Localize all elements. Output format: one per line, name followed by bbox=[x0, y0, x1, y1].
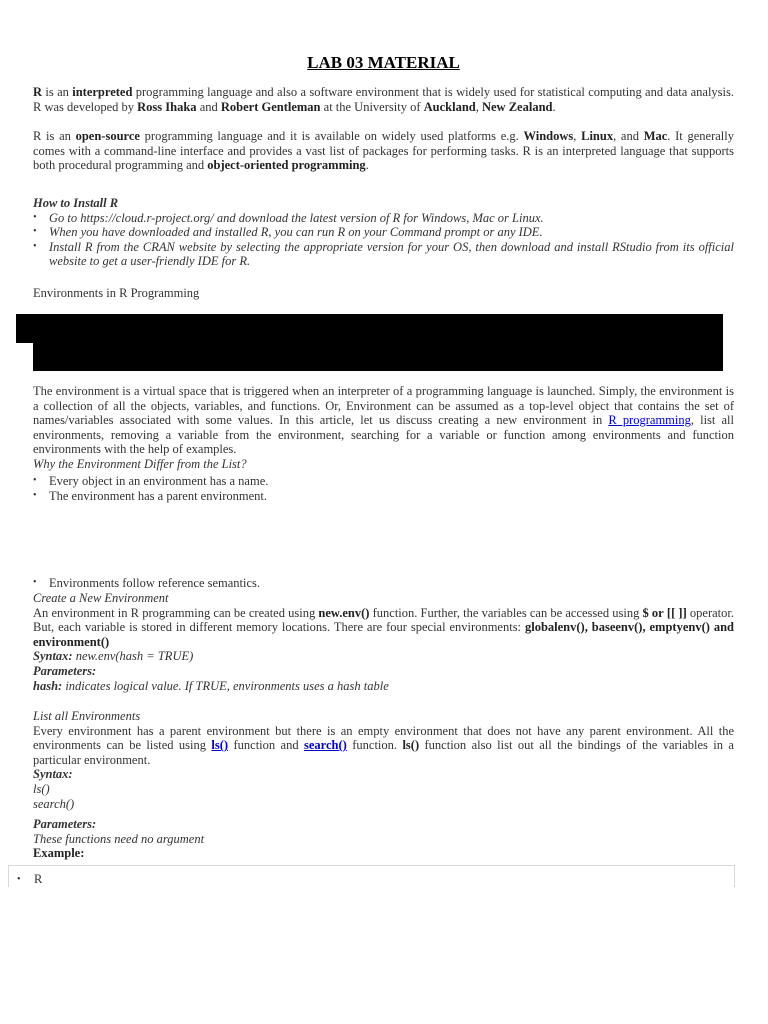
text-run: , list all environments, removing a variable from the environment, searching for a variable or function among environments and function environments with the help of examples. bbox=[33, 413, 734, 457]
why-list-continued bbox=[33, 576, 734, 591]
text-run: function and bbox=[228, 738, 305, 753]
why-heading: Why the Environment Differ from the List? bbox=[33, 457, 247, 471]
redacted-band-bottom bbox=[33, 340, 723, 371]
text-run: An environment in R programming can be created using bbox=[33, 605, 319, 620]
create-paragraph bbox=[33, 606, 734, 650]
robert-gentleman-bold: Robert Gentleman bbox=[220, 99, 321, 114]
code-bullet-icon: • bbox=[17, 874, 21, 885]
text-run: programming language and also a software environment that is widely used for statistical computing and data analysis. R was developed by bbox=[33, 85, 735, 114]
r-bold: R bbox=[33, 85, 43, 99]
list-all-paragraph bbox=[33, 724, 734, 768]
install-section bbox=[33, 196, 734, 269]
install-heading: How to Install R bbox=[33, 196, 119, 210]
list-all-heading: List all Environments bbox=[33, 709, 141, 723]
text-run: and bbox=[196, 99, 221, 114]
bracket-operator-bold: [[ ]] bbox=[666, 605, 687, 620]
why-item-3: • Environments follow reference semantics. bbox=[33, 576, 734, 591]
oop-bold: object-oriented programming bbox=[207, 158, 366, 173]
mac-bold: Mac bbox=[643, 129, 668, 143]
text-run: , bbox=[475, 99, 482, 114]
text-run: , bbox=[573, 129, 582, 143]
new-env-bold: new.env() bbox=[318, 605, 370, 620]
why-section bbox=[33, 457, 734, 503]
text-run: operator. But, each variable is stored in different memory locations. There are four special environments: bbox=[33, 605, 734, 635]
interpreted-bold: interpreted bbox=[72, 85, 133, 99]
install-list bbox=[33, 211, 734, 269]
environment-paragraph bbox=[33, 384, 734, 457]
dollar-operator-bold: $ or bbox=[642, 605, 664, 620]
why-item-1: • Every object in an environment has a name. bbox=[33, 474, 734, 489]
why-item-2: • The environment has a parent environment. bbox=[33, 489, 734, 504]
windows-bold: Windows bbox=[523, 129, 574, 143]
intro-paragraph-1 bbox=[33, 85, 734, 114]
text-run: . bbox=[365, 158, 369, 173]
create-section bbox=[33, 591, 734, 693]
new-zealand-bold: New Zealand bbox=[481, 99, 553, 114]
special-environments-bold: globalenv(), baseenv(), emptyenv() and environment() bbox=[33, 620, 734, 649]
text-run: , and bbox=[613, 129, 644, 143]
text-run: function. bbox=[346, 738, 403, 753]
text-run: programming language and it is available on widely used platforms e.g. bbox=[139, 129, 524, 143]
intro-paragraph-2 bbox=[33, 129, 734, 173]
hash-value: indicates logical value. If TRUE, environments uses a hash table bbox=[62, 678, 389, 693]
install-item-3: • Install R from the CRAN website by selecting the appropriate version for your OS, then download and install RStudio from its official website to get a user-friendly IDE for R. bbox=[33, 240, 734, 269]
example-label: Example: bbox=[33, 846, 85, 861]
linux-bold: Linux bbox=[581, 129, 614, 143]
code-language-label: R bbox=[34, 872, 43, 886]
ls-bold: ls() bbox=[402, 738, 420, 753]
install-item-1: • Go to https://cloud.r-project.org/ and download the latest version of R for Windows, Mac or Linux. bbox=[33, 211, 734, 226]
hash-label: hash: bbox=[33, 678, 63, 693]
syntax-line-ls: ls() bbox=[33, 781, 50, 796]
code-block bbox=[8, 865, 735, 887]
create-syntax bbox=[33, 649, 734, 664]
why-list bbox=[33, 474, 734, 504]
page-title: LAB 03 MATERIAL bbox=[307, 53, 460, 72]
ls-link[interactable]: ls() bbox=[211, 738, 229, 753]
text-run: function also list out all the bindings of the variables in a particular environment. bbox=[33, 738, 734, 767]
create-heading: Create a New Environment bbox=[33, 591, 169, 605]
auckland-bold: Auckland bbox=[423, 99, 476, 114]
open-source-bold: open-source bbox=[75, 129, 140, 143]
text-run: at the University of bbox=[320, 99, 424, 114]
text-run: . It generally comes with a command-line interface and provides a vast list of packages for performing tasks. R is an interpreted language that supports both procedural programming and bbox=[33, 129, 734, 173]
list-all-params-label: Parameters: bbox=[33, 817, 97, 832]
list-all-syntax-label: Syntax: bbox=[33, 767, 73, 782]
text-run: R is an bbox=[33, 129, 76, 143]
text-run: The environment is a virtual space that is triggered when an interpreter of a programming language is launched. Simply, the environment is a collection of all the objects, variables, and functions. Or, Environment can be assumed as a top-level object that contains the set of names/variables associated with some values. In this article, let us discuss creating a new environment in bbox=[33, 384, 734, 428]
text-run: function. Further, the variables can be accessed using bbox=[369, 605, 643, 620]
install-item-2: • When you have downloaded and installed R, you can run R on your Command prompt or any IDE. bbox=[33, 225, 734, 240]
redacted-band-top bbox=[16, 314, 723, 343]
text-run: . bbox=[552, 99, 556, 114]
list-all-section bbox=[33, 709, 734, 861]
r-programming-link[interactable]: R programming bbox=[608, 413, 691, 428]
create-params-label: Parameters: bbox=[33, 663, 97, 678]
create-hash-param bbox=[33, 679, 734, 694]
syntax-label: Syntax: bbox=[33, 649, 73, 664]
environments-heading: Environments in R Programming bbox=[33, 286, 200, 300]
syntax-value: new.env(hash = TRUE) bbox=[72, 649, 194, 664]
text-run: is an bbox=[42, 85, 73, 99]
list-all-params-value: These functions need no argument bbox=[33, 831, 205, 846]
text-run: Every environment has a parent environment but there is an empty environment that does not have any parent environment. All the environments can be listed using bbox=[33, 723, 734, 753]
why-last-item bbox=[33, 576, 734, 591]
syntax-line-search: search() bbox=[33, 796, 75, 811]
ross-ihaka-bold: Ross Ihaka bbox=[137, 99, 197, 114]
search-link[interactable]: search() bbox=[304, 738, 347, 753]
